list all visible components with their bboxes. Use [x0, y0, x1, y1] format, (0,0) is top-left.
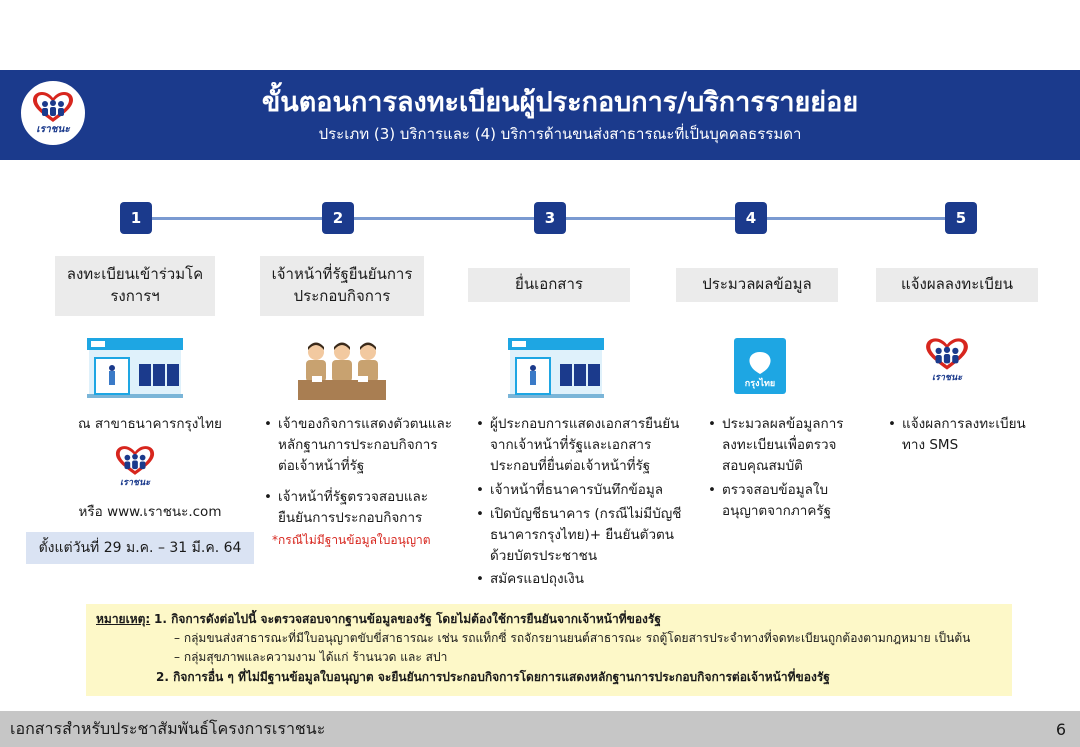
rachana-logo-col1 [114, 444, 156, 489]
step-title-5: แจ้งผลลงทะเบียน [876, 268, 1038, 302]
col5-bullet-1: • แจ้งผลการลงทะเบียนทาง SMS [886, 414, 1046, 456]
remark-box [86, 604, 1012, 696]
col2-content [262, 414, 452, 549]
step-title-3: ยื่นเอกสาร [468, 268, 630, 302]
registration-date-box: ตั้งแต่วันที่ 29 ม.ค. – 31 มี.ค. 64 [26, 532, 254, 564]
krungthai-logo-icon [734, 338, 786, 394]
col4-bullet-2: • ตรวจสอบข้อมูลใบอนุญาตจากภาครัฐ [706, 480, 856, 522]
header-banner [0, 70, 1080, 160]
footer-text: เอกสารสำหรับประชาสัมพันธ์โครงการเราชนะ [10, 718, 326, 738]
logo-text: เราชนะ [931, 373, 963, 383]
step-title-2: เจ้าหน้าที่รัฐยืนยันการประกอบกิจการ [260, 256, 424, 316]
heart-people-icon [31, 90, 75, 124]
remark-item-1b: – กลุ่มสุขภาพและความงาม ได้แก่ ร้านนวด และ สปา [174, 650, 448, 665]
step-number-1: 1 [120, 202, 152, 234]
footer-bar [0, 711, 1080, 747]
license-note: *กรณีไม่มีฐานข้อมูลใบอนุญาต [272, 532, 431, 547]
col2-bullet-2: • เจ้าหน้าที่รัฐตรวจสอบและยืนยันการประกอบกิจการ [262, 487, 452, 529]
officials-meeting-icon [298, 338, 386, 400]
remark-item-2: 2. กิจการอื่น ๆ ที่ไม่มีฐานข้อมูลใบอนุญาต จะยืนยันการประกอบกิจการโดยการแสดงหลักฐานการประกอบกิจการต่อเจ้าหน้าที่ของรัฐ [156, 669, 830, 684]
col3-content [474, 414, 694, 593]
remark-item-1a: – กลุ่มขนส่งสาธารณะที่มีใบอนุญาตขับขี่สาธารณะ เช่น รถแท็กซี่ รถจักรยานยนต์สาธารณะ รถตู้โดยสารประจำทางที่จดทะเบียนถูกต้องตามกฎหมาย เป็นต้น [174, 631, 971, 646]
col4-bullet-1: • ประมวลผลข้อมูลการลงทะเบียนเพื่อตรวจสอบคุณสมบัติ [706, 414, 856, 477]
logo-text: เราชนะ [119, 478, 151, 488]
col2-bullet-1: • เจ้าของกิจการแสดงตัวตนและหลักฐานการประกอบกิจการต่อเจ้าหน้าที่รัฐ [262, 414, 452, 477]
remark-line-1 [96, 610, 1002, 629]
remark-item-1: 1. กิจการดังต่อไปนี้ จะตรวจสอบจากฐานข้อมูลของรัฐ โดยไม่ต้องใช้การยืนยันจากเจ้าหน้าที่ของรัฐ [154, 612, 661, 626]
logo-text: เราชนะ [36, 123, 70, 135]
step-title-4: ประมวลผลข้อมูล [676, 268, 838, 302]
col3-bullet-4: • สมัครแอปถุงเงิน [474, 569, 694, 590]
col1-branch-text: ณ สาขาธนาคารกรุงไทย [78, 416, 222, 432]
step-number-2: 2 [322, 202, 354, 234]
bank-branch-icon-2 [508, 338, 604, 398]
col4-content [706, 414, 856, 525]
col3-bullet-2: • เจ้าหน้าที่ธนาคารบันทึกข้อมูล [474, 480, 694, 501]
step-title-1: ลงทะเบียนเข้าร่วมโครงการฯ [55, 256, 215, 316]
step-number-5: 5 [945, 202, 977, 234]
step-number-4: 4 [735, 202, 767, 234]
page-number: 6 [1055, 719, 1066, 739]
col3-bullet-3: • เปิดบัญชีธนาคาร (กรณีไม่มีบัญชีธนาคารกรุงไทย)+ ยืนยันตัวตนด้วยบัตรประชาชน [474, 504, 694, 567]
col5-content [886, 414, 1046, 459]
krungthai-label: กรุงไทย [744, 379, 776, 389]
remark-label: หมายเหตุ: [96, 612, 151, 626]
page-subtitle: ประเภท (3) บริการและ (4) บริการด้านขนส่งสาธารณะที่เป็นบุคคลธรรมดา [318, 125, 802, 143]
col3-bullet-1: • ผู้ประกอบการแสดงเอกสารยืนยันจากเจ้าหน้าที่รัฐและเอกสารประกอบที่ยื่นต่อเจ้าหน้าที่รัฐ [474, 414, 694, 477]
bank-branch-icon [87, 338, 183, 398]
rachana-logo-small [924, 336, 970, 384]
heart-people-icon [114, 444, 156, 477]
heart-people-icon [924, 336, 970, 372]
col1-website-text: หรือ www.เราชนะ.com [78, 504, 222, 520]
step-number-3: 3 [534, 202, 566, 234]
page-title: ขั้นตอนการลงทะเบียนผู้ประกอบการ/บริการรายย่อย [261, 87, 859, 118]
rachana-logo [18, 78, 88, 148]
